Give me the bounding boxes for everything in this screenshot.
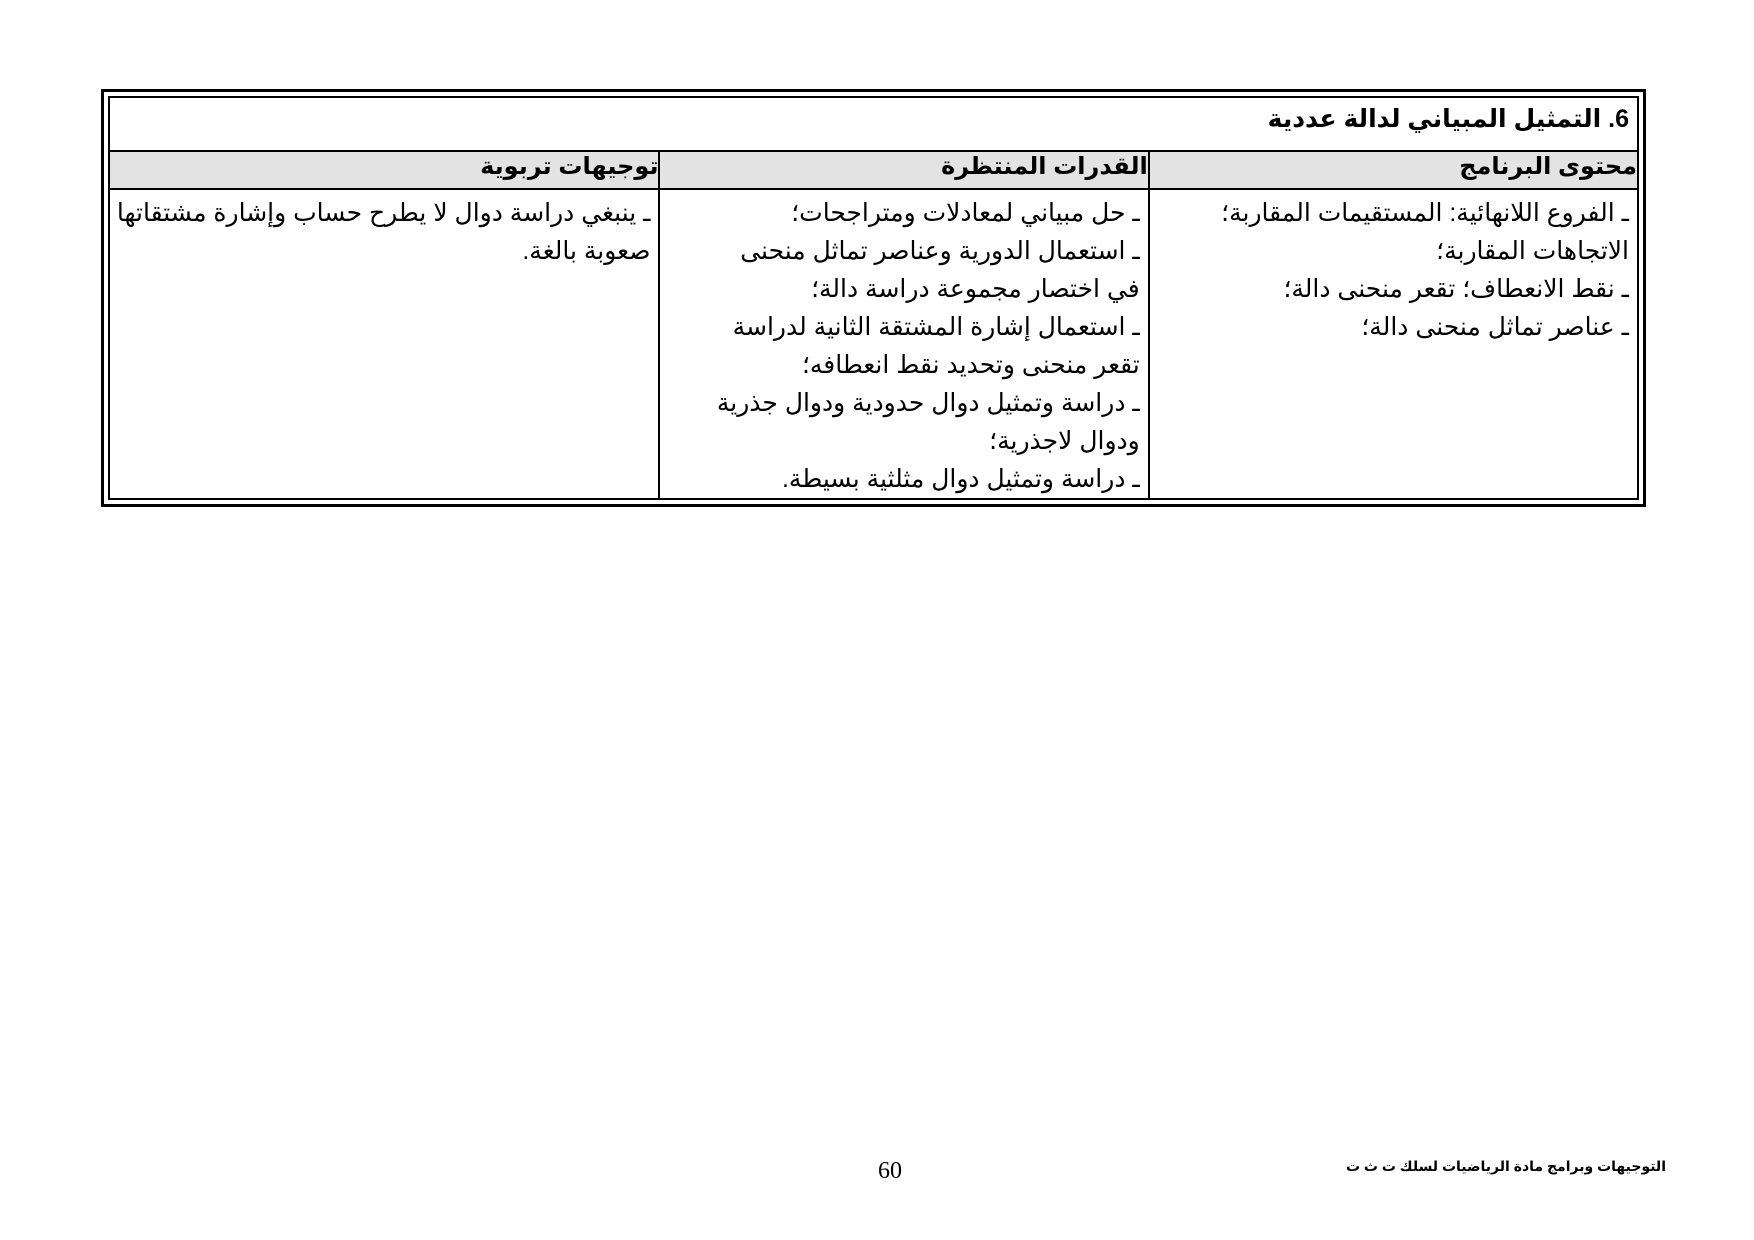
pedagogical-guidance-line: صعوبة بالغة. (522, 237, 651, 265)
column-header-pedagogical-guidance: توجيهات تربوية (109, 151, 659, 189)
expected-abilities-line: ودوال لاجذرية؛ (989, 427, 1140, 455)
expected-abilities-line: ـ استعمال إشارة المشتقة الثانية لدراسة (732, 313, 1140, 341)
expected-abilities-line: ـ حل مبياني لمعادلات ومتراجحات؛ (791, 199, 1140, 227)
expected-abilities-line: في اختصار مجموعة دراسة دالة؛ (811, 275, 1140, 303)
curriculum-table-frame (101, 89, 1646, 507)
page-number: 60 (878, 1158, 902, 1184)
expected-abilities-cell (659, 189, 1148, 499)
pedagogical-guidance-cell (109, 189, 659, 499)
pedagogical-guidance-line: ـ ينبغي دراسة دوال لا يطرح حساب وإشارة مشتقاتها (116, 199, 651, 227)
program-content-line: ـ الفروع اللانهائية: المستقيمات المقاربة؛ (1221, 199, 1629, 227)
expected-abilities-line: ـ دراسة وتمثيل دوال حدودية ودوال جذرية (716, 389, 1140, 417)
program-content-line: ـ نقط الانعطاف؛ تقعر منحنى دالة؛ (1283, 275, 1629, 303)
program-content-line: الاتجاهات المقاربة؛ (1436, 237, 1629, 265)
footer-document-title: التوجيهات وبرامج مادة الرياضيات لسلك ت ث ت (1345, 1158, 1666, 1174)
column-header-program-content: محتوى البرنامج (1149, 151, 1638, 189)
program-content-cell (1149, 189, 1638, 499)
section-title: 6. التمثيل المبياني لدالة عددية (109, 97, 1638, 151)
program-content-line: ـ عناصر تماثل منحنى دالة؛ (1361, 313, 1629, 341)
expected-abilities-line: تقعر منحنى وتحديد نقط انعطافه؛ (801, 351, 1140, 379)
curriculum-table (108, 96, 1639, 500)
expected-abilities-line: ـ دراسة وتمثيل دوال مثلثية بسيطة. (781, 465, 1140, 493)
expected-abilities-line: ـ استعمال الدورية وعناصر تماثل منحنى (740, 237, 1140, 265)
column-header-expected-abilities: القدرات المنتظرة (659, 151, 1148, 189)
